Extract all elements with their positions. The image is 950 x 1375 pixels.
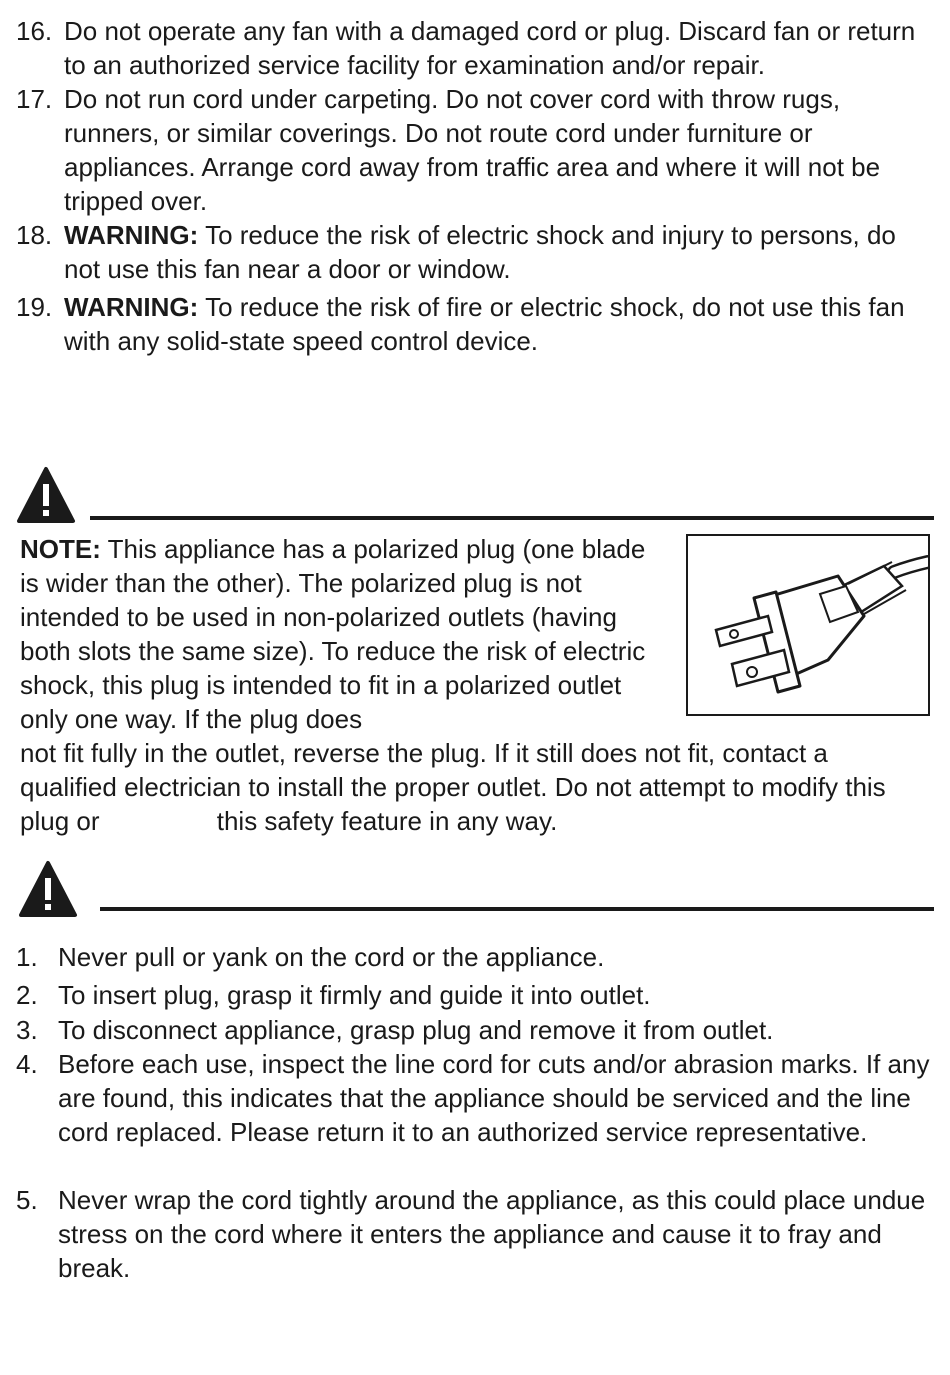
list-item: 5. Never wrap the cord tightly around the appliance, as this could place undue stress on the cord where it enters the appliance and cause it to fray and break. [16,1185,926,1283]
warning-label: WARNING: [64,292,199,322]
safety-list-continued [0,12,950,372]
warning-triangle-icon [16,466,76,524]
list-item: 16. Do not operate any fan with a damaged cord or plug. Discard fan or return to an authorized service facility for examination and/or repair. [16,16,916,80]
polarized-plug-note: NOTE: This appliance has a polarized plug (one blade is wider than the other). The polarized plug is not intended to be used in non-polarized outlets (having both slots the same size). To reduce the risk of electric shock, this plug is intended to fit in a polarized outlet only one way. If the plug does not fit fully in the outlet, reverse the plug. If it still does not fit, contact a qualified electrician to install the proper outlet. Do not attempt to modify this plug or this safety feature in any way. [20,534,886,836]
section-divider [90,516,934,520]
list-item: 17. Do not run cord under carpeting. Do not cover cord with throw rugs, runners, or similar coverings. Do not route cord under furniture or appliances. Arrange cord away from traffic area and where it will not be tripped over. [16,84,881,216]
list-item: 3. To disconnect appliance, grasp plug and remove it from outlet. [16,1015,774,1045]
list-item: 2. To insert plug, grasp it firmly and guide it into outlet. [16,980,651,1010]
list-item: 18. WARNING: To reduce the risk of electric shock and injury to persons, do not use this fan near a door or window. [16,220,896,284]
list-item: 19. WARNING: To reduce the risk of fire or electric shock, do not use this fan with any solid-state speed control device. [16,292,905,356]
section-divider [100,907,934,911]
note-label: NOTE: [20,534,101,564]
warning-label: WARNING: [64,220,199,250]
warning-triangle-icon [18,860,78,918]
list-item: 1. Never pull or yank on the cord or the appliance. [16,942,605,972]
list-item: 4. Before each use, inspect the line cord for cuts and/or abrasion marks. If any are found, this indicates that the appliance should be serviced and the line cord replaced. Please return it to an authorized service representative. [16,1049,930,1147]
